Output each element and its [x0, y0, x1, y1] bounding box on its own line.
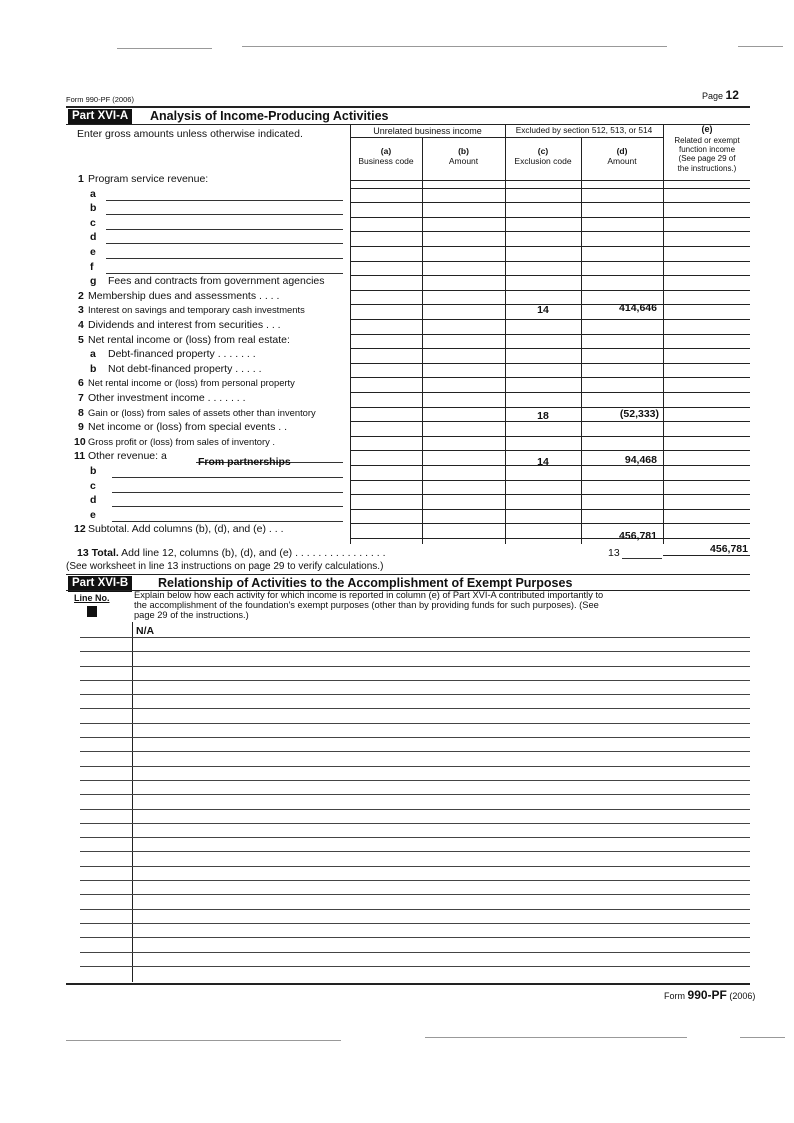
row-rule: [350, 188, 750, 189]
footer-form-prefix: Form: [664, 991, 685, 1001]
part-b-instruction-3: page 29 of the instructions.): [134, 610, 249, 620]
explanation-rule: [80, 952, 750, 953]
row-number: 9: [78, 421, 84, 434]
row-label: Gross profit or (loss) from sales of inventory .: [88, 435, 276, 447]
row-rule: [350, 348, 750, 349]
explanation-rule: [80, 680, 750, 681]
line11a-amount: 94,468: [624, 454, 657, 466]
footer-form-year: (2006): [729, 991, 756, 1001]
explanation-rule: [80, 823, 750, 824]
part-b-first-entry: N/A: [136, 625, 155, 637]
col-d-letter: (d): [616, 146, 628, 156]
explanation-rule: [80, 909, 750, 910]
col-b-letter: (b): [458, 146, 469, 156]
row-number: b: [90, 362, 97, 375]
line3-exclusion-code: 14: [537, 304, 549, 316]
row-label: Subtotal. Add columns (b), (d), and (e) . . .: [88, 523, 284, 536]
line-no-marker: [87, 606, 97, 617]
explanation-rule: [80, 937, 750, 938]
line13-number: 13: [608, 547, 620, 559]
col-a-letter: (a): [380, 146, 392, 156]
row-number: 4: [78, 319, 84, 331]
row-rule: [350, 494, 750, 495]
explanation-rule: [80, 780, 750, 781]
explanation-rule: [80, 809, 750, 810]
row-label: Membership dues and assessments . . . .: [88, 289, 280, 302]
row-label: Net rental income or (loss) from personal property: [88, 377, 295, 389]
part-a-instruction: Enter gross amounts unless otherwise indicated.: [77, 128, 303, 140]
footer-form-name: 990-PF: [687, 988, 727, 1002]
row-label: Not debt-financed property . . . . .: [108, 362, 262, 375]
row-number: 6: [78, 377, 84, 390]
page-number-label: [702, 89, 739, 101]
explanation-rule: [80, 880, 750, 881]
row-number: f: [90, 260, 94, 273]
line13-label-text: Add line 12, columns (b), (d), and (e) . . . . . . . . . . . . . . . .: [121, 547, 386, 559]
part-b-instruction-1: Explain below how each activity for which income is reported in column (e) of Part XVI-A contributed importantly to: [134, 590, 604, 600]
row-rule: [350, 480, 750, 481]
row-number: 7: [78, 392, 84, 404]
row-number: c: [90, 479, 96, 492]
table-bottom-rule: [350, 538, 750, 539]
row-rule: [350, 377, 750, 378]
explanation-rule: [80, 923, 750, 924]
row-number: 2: [78, 289, 84, 302]
explanation-rule: [80, 766, 750, 767]
row-number: a: [90, 187, 96, 200]
line13-label: [77, 548, 386, 559]
row-number: 8: [78, 406, 84, 419]
row-number: b: [90, 202, 97, 215]
part-xvi-a-title: Analysis of Income-Producing Activities: [150, 109, 389, 123]
row-number: 11: [74, 450, 86, 463]
row-label: Other investment income . . . . . . .: [88, 392, 246, 404]
blank-entry-line: [112, 492, 343, 493]
row-label: Program service revenue:: [88, 173, 209, 185]
row-rule: [350, 436, 750, 437]
explanation-rule: [80, 851, 750, 852]
line13-label-bold: 13 Total.: [77, 547, 119, 559]
row-number: e: [90, 508, 96, 521]
header-col-e: [664, 136, 750, 173]
row-rule: [350, 261, 750, 262]
blank-entry-line: [112, 521, 343, 522]
row-number: 1: [78, 173, 84, 185]
row-rule: [350, 334, 750, 335]
other-revenue-description: From partnerships: [198, 456, 291, 468]
part-b-instruction-2: the accomplishment of the foundation's exempt purposes (other than by providing funds for such purposes). (See: [134, 600, 599, 610]
row-label: Other revenue: a: [88, 450, 167, 463]
explanation-rule: [80, 637, 750, 638]
col-e-line1: Related or exempt: [674, 136, 740, 145]
blank-entry-line: [106, 214, 343, 215]
col-c-letter: (c): [537, 146, 549, 156]
row-number: b: [90, 465, 97, 477]
row-label: Debt-financed property . . . . . . .: [108, 348, 256, 361]
row-label: Gain or (loss) from sales of assets other than inventory: [88, 406, 316, 418]
row-label: Net rental income or (loss) from real estate:: [88, 333, 290, 346]
form-header-small: Form 990-PF (2006): [66, 95, 134, 104]
row-rule: [350, 246, 750, 247]
row-number: 5: [78, 333, 84, 346]
row-rule: [350, 217, 750, 218]
page-label: Page: [702, 91, 724, 101]
row-number: 3: [78, 304, 84, 317]
explanation-rule: [80, 866, 750, 867]
worksheet-note: (See worksheet in line 13 instructions on page 29 to verify calculations.): [66, 561, 384, 572]
row-rule: [350, 407, 750, 408]
row-number: 12: [74, 523, 86, 536]
blank-entry-line: [106, 258, 343, 259]
line8-amount: (52,333): [619, 408, 659, 420]
explanation-rule: [80, 894, 750, 895]
explanation-rule: [80, 751, 750, 752]
form-footer: [664, 989, 755, 1001]
row-number: e: [90, 246, 96, 258]
row-rule: [350, 363, 750, 364]
header-bottom-rule: [350, 180, 750, 181]
part-xvi-b-title: Relationship of Activities to the Accomplishment of Exempt Purposes: [158, 576, 573, 590]
col-b-title: Amount: [448, 155, 479, 166]
col-e-line4: the instructions.): [677, 163, 737, 173]
row-rule: [350, 202, 750, 203]
row-number: c: [90, 216, 96, 229]
row-number: g: [90, 275, 97, 288]
row-label: Fees and contracts from government agencies: [108, 275, 325, 288]
header-unrelated-business-income: Unrelated business income: [373, 126, 482, 136]
row-rule: [350, 231, 750, 232]
explanation-rule: [80, 966, 750, 967]
explanation-rule: [80, 666, 750, 667]
blank-entry-line: [106, 200, 343, 201]
col-d-title: Amount: [607, 155, 637, 166]
explanation-rule: [80, 651, 750, 652]
line11a-exclusion-code: 14: [537, 456, 549, 468]
row-rule: [350, 509, 750, 510]
explanation-rule: [80, 794, 750, 795]
row-label: Interest on savings and temporary cash investments: [88, 304, 305, 316]
row-number: 10: [74, 435, 86, 448]
row-number: a: [90, 348, 96, 361]
line8-exclusion-code: 18: [537, 410, 549, 422]
blank-entry-line: [106, 229, 343, 230]
explanation-rule: [80, 708, 750, 709]
row-rule: [350, 392, 750, 393]
row-rule: [350, 523, 750, 524]
header-col-d: [581, 147, 663, 167]
blank-entry-line: [112, 506, 343, 507]
header-col-e-letter: (e): [701, 124, 713, 134]
part-xvi-b-label: Part XVI-B: [68, 576, 132, 592]
line-no-header: Line No.: [74, 593, 110, 603]
blank-entry-line: [112, 477, 343, 478]
explanation-rule: [80, 837, 750, 838]
header-col-b: [422, 147, 505, 167]
row-rule: [350, 319, 750, 320]
col-e-line3: (See page 29 of: [678, 154, 736, 164]
line13-total: 456,781: [710, 543, 748, 555]
header-col-c: [505, 147, 581, 167]
row-number: d: [90, 231, 97, 244]
row-label: Dividends and interest from securities . . .: [88, 319, 281, 331]
part-xvi-a-label: Part XVI-A: [68, 109, 132, 125]
page-number: 12: [725, 88, 739, 102]
col-c-title: Exclusion code: [514, 155, 572, 166]
col-a-title: Business code: [358, 155, 414, 166]
row-rule: [350, 290, 750, 291]
header-col-a: [350, 147, 422, 167]
explanation-rule: [80, 723, 750, 724]
blank-entry-line: [106, 273, 343, 274]
row-rule: [350, 450, 750, 451]
row-label: Net income or (loss) from special events . .: [88, 421, 287, 434]
header-excluded-by-section: Excluded by section 512, 513, or 514: [515, 125, 653, 135]
row-rule: [350, 275, 750, 276]
row-number: d: [90, 494, 97, 507]
blank-entry-line: [106, 243, 343, 244]
explanation-rule: [80, 737, 750, 738]
col-e-line2: function income: [678, 145, 736, 155]
explanation-rule: [80, 694, 750, 695]
line3-amount: 414,646: [619, 302, 657, 314]
line12-col-d-subtotal: 456,781: [619, 530, 657, 542]
